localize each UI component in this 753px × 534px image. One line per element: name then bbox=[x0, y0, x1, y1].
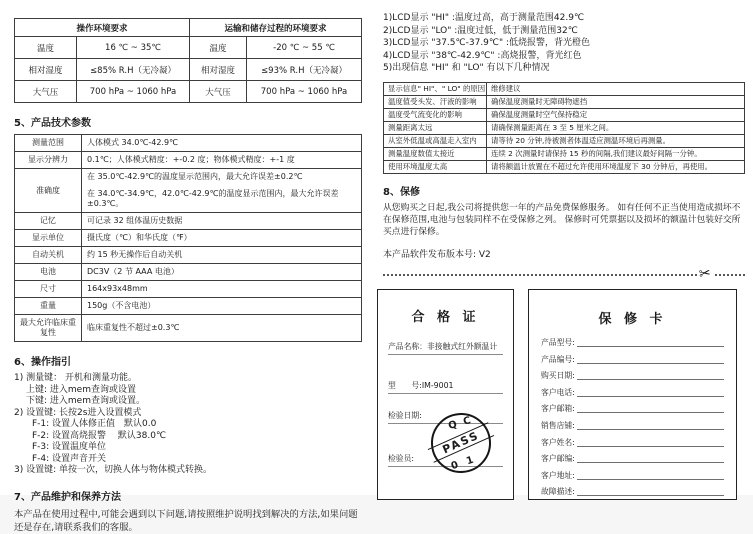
warranty-card bbox=[528, 289, 737, 500]
env-cell: 相对湿度 bbox=[190, 59, 247, 81]
param-value: 150g（不含电池） bbox=[82, 298, 362, 315]
instruction-line: 上键: 进入mem查询或设置 bbox=[26, 384, 136, 395]
field-label: 客户邮箱: bbox=[541, 404, 575, 414]
table-row bbox=[15, 59, 362, 81]
certificate-title: 合 格 证 bbox=[411, 309, 480, 325]
field-value: 非接触式红外额温计 bbox=[426, 341, 498, 351]
env-header-operating: 操作环境要求 bbox=[15, 19, 190, 37]
warranty-field-row bbox=[541, 453, 724, 463]
warranty-field-row bbox=[541, 420, 724, 430]
table-row bbox=[384, 134, 745, 147]
instruction-line: F-1: 设置人体修正值 默认0.0 bbox=[32, 419, 157, 429]
param-value: 人体模式 34.0℃-42.9℃ bbox=[82, 135, 362, 152]
blank-write-line bbox=[577, 387, 724, 397]
env-cell: 温度 bbox=[190, 37, 247, 59]
table-row bbox=[384, 147, 745, 160]
warranty-field-row bbox=[541, 403, 724, 413]
certificate-field-model bbox=[388, 381, 503, 394]
section7-heading: 7、产品维护和保养方法 bbox=[14, 491, 121, 503]
field-label: 型 号: bbox=[388, 380, 422, 390]
param-value: 可记录 32 组体温历史数据 bbox=[82, 213, 362, 230]
table-row bbox=[15, 264, 362, 281]
table-row bbox=[384, 160, 745, 173]
param-label: 测量范围 bbox=[15, 135, 82, 152]
warranty-field-row bbox=[541, 437, 724, 447]
trouble-cause: 测量距离太远 bbox=[384, 121, 487, 134]
instruction-line: F-3: 设置温度单位 bbox=[32, 442, 107, 452]
param-value bbox=[82, 169, 362, 213]
trouble-cause: 温度值受头发、汗液的影响 bbox=[384, 95, 487, 108]
trouble-advice: 请将额温计放置在不超过允许使用环境温度下 30 分钟后，再使用。 bbox=[487, 160, 745, 173]
table-row bbox=[15, 81, 362, 103]
table-row bbox=[384, 95, 745, 108]
blank-write-line bbox=[577, 420, 724, 430]
table-row bbox=[15, 135, 362, 152]
table-header-row bbox=[384, 82, 745, 95]
trouble-cause: 温度受气流变化的影响 bbox=[384, 108, 487, 121]
lcd-note-line: 5)出现信息 "HI" 和 "LO" 有以下几种情况 bbox=[383, 63, 550, 74]
operation-instructions-list bbox=[14, 373, 362, 477]
field-label: 故障描述: bbox=[541, 487, 575, 497]
env-cell: -20 ℃ ~ 55 ℃ bbox=[247, 37, 362, 59]
blank-write-line bbox=[577, 354, 724, 364]
env-cell: 16 ℃ ~ 35℃ bbox=[77, 37, 190, 59]
table-row bbox=[15, 298, 362, 315]
blank-write-line bbox=[577, 470, 724, 480]
section5-heading: 5、产品技术参数 bbox=[14, 118, 91, 129]
warranty-field-row bbox=[541, 337, 724, 347]
param-value: 临床重复性不超过±0.3℃ bbox=[82, 315, 362, 342]
accuracy-line-2: 在 34.0℃-34.9℃，42.0℃-42.9℃的温度显示范围内，最大允许误差±0.3℃。 bbox=[87, 189, 339, 208]
warranty-paragraph: 从您购买之日起,我公司将提供您一年的产品免费保修服务。 如有任何不正当使用造成损坏不在保修范围,电池与包装同样不在受保修之列。 保修时可凭票据以及损坏的额温计包装好交所买点进行保修。 bbox=[383, 202, 741, 237]
param-value: 摄氏度（℃）和华氏度（℉） bbox=[82, 230, 362, 247]
table-row bbox=[15, 230, 362, 247]
certificate-field-product-name bbox=[388, 342, 503, 355]
table-row bbox=[15, 213, 362, 230]
trouble-advice: 确保温度测量时无障碍物遮挡 bbox=[487, 95, 745, 108]
instruction-line: F-2: 设置高烧报警 默认38.0℃ bbox=[32, 430, 167, 441]
section6-heading: 6、操作指引 bbox=[14, 357, 71, 368]
warranty-title: 保 修 卡 bbox=[598, 311, 667, 327]
instruction-line: 3) 设置键: 单按一次，切换人体与物体模式转换。 bbox=[14, 465, 212, 475]
table-row bbox=[15, 37, 362, 59]
param-label: 重量 bbox=[15, 298, 82, 315]
param-label: 显示单位 bbox=[15, 230, 82, 247]
env-cell: 大气压 bbox=[190, 81, 247, 103]
field-label: 客户姓名: bbox=[541, 437, 575, 447]
trouble-cause: 使用环境温度太高 bbox=[384, 160, 487, 173]
trouble-cause: 测量温度数值太接近 bbox=[384, 147, 487, 160]
blank-write-line bbox=[577, 403, 724, 413]
troubleshooting-table bbox=[383, 82, 745, 174]
env-cell: ≤93% R.H（无冷凝） bbox=[247, 59, 362, 81]
warranty-field-row bbox=[541, 387, 724, 397]
param-label: 显示分辨力 bbox=[15, 152, 82, 169]
table-header-row bbox=[15, 19, 362, 37]
env-cell: ≤85% R.H（无冷凝） bbox=[77, 59, 190, 81]
field-label: 产品名称： bbox=[388, 341, 427, 351]
instruction-line: 下键: 进入mem查询或设置。 bbox=[26, 396, 145, 406]
lcd-note-line: 1)LCD显示 "HI" :温度过高，高于测量范围42.9℃ bbox=[383, 13, 585, 23]
lcd-note-line: 3)LCD显示 "37.5℃-37.9℃" :低烧报警，背光橙色 bbox=[383, 38, 591, 49]
stamp-pass-text: PASS bbox=[428, 422, 494, 463]
section7-paragraph: 本产品在使用过程中,可能会遇到以下问题,请按照维护说明找到解决的方法,如果问题还是存在,请联系我们的客服。 bbox=[14, 508, 358, 533]
software-version-line: 本产品软件发布版本号: V2 bbox=[383, 249, 491, 260]
env-cell: 大气压 bbox=[15, 81, 77, 103]
tech-params-table bbox=[14, 134, 362, 342]
param-label: 电池 bbox=[15, 264, 82, 281]
field-label: 检验日期: bbox=[388, 410, 422, 420]
field-label: 销售店铺: bbox=[541, 420, 575, 430]
cut-here-dotted-line bbox=[383, 265, 745, 283]
param-value: 约 15 秒无操作后自动关机 bbox=[82, 247, 362, 264]
field-label: 客户地址: bbox=[541, 470, 575, 480]
trouble-advice: 确保温度测量时空气保持稳定 bbox=[487, 108, 745, 121]
table-row bbox=[15, 169, 362, 213]
section8-heading: 8、保修 bbox=[383, 186, 420, 198]
trouble-advice: 连续 2 次测量时请保持 15 秒的间隔,我们建议最好间隔一分钟。 bbox=[487, 147, 745, 160]
trouble-advice: 请等待 20 分钟,待被测者体温适应测温环境后再测量。 bbox=[487, 134, 745, 147]
env-header-transport: 运输和储存过程的环境要求 bbox=[190, 19, 362, 37]
lcd-note-line: 4)LCD显示 "38℃-42.9℃" :高烧报警，背光红色 bbox=[383, 50, 582, 61]
field-label: 产品编号: bbox=[541, 354, 575, 364]
warranty-fields bbox=[541, 337, 724, 496]
manual-right-page bbox=[383, 12, 745, 500]
param-value: DC3V（2 节 AAA 电池） bbox=[82, 264, 362, 281]
manual-left-page bbox=[14, 18, 362, 534]
param-label: 记忆 bbox=[15, 213, 82, 230]
instruction-line: F-4: 设置声音开关 bbox=[32, 453, 107, 464]
warranty-field-row bbox=[541, 370, 724, 380]
param-label: 准确度 bbox=[15, 169, 82, 213]
scissors-icon: ✂ bbox=[698, 265, 713, 283]
table-row bbox=[15, 152, 362, 169]
stamp-number-text: 01 bbox=[449, 451, 484, 473]
field-label: 客户电话: bbox=[541, 387, 575, 397]
trouble-header-cause: 显示信息" HI"、" LO" 的原因 bbox=[384, 82, 487, 95]
warranty-field-row bbox=[541, 470, 724, 480]
param-label: 自动关机 bbox=[15, 247, 82, 264]
warranty-field-row bbox=[541, 354, 724, 364]
param-label: 尺寸 bbox=[15, 281, 82, 298]
env-cell: 相对湿度 bbox=[15, 59, 77, 81]
accuracy-line-1: 在 35.0℃-42.9℃的温度显示范围内，最大允许误差±0.2℃ bbox=[87, 172, 303, 181]
table-row bbox=[15, 247, 362, 264]
trouble-cause: 从室外低温或高温走入室内 bbox=[384, 134, 487, 147]
table-row bbox=[384, 121, 745, 134]
env-cell: 700 hPa ~ 1060 hPa bbox=[77, 81, 190, 103]
blank-write-line bbox=[577, 370, 724, 380]
trouble-header-advice: 维修建议 bbox=[487, 82, 745, 95]
trouble-advice: 请确保测量距离在 3 至 5 厘米之间。 bbox=[487, 121, 745, 134]
blank-write-line bbox=[577, 486, 724, 496]
env-cell: 700 hPa ~ 1060 hPa bbox=[247, 81, 362, 103]
table-row bbox=[15, 315, 362, 342]
table-row bbox=[15, 281, 362, 298]
field-label: 检验员: bbox=[388, 453, 415, 463]
param-value: 164x93x48mm bbox=[82, 281, 362, 298]
table-row bbox=[384, 108, 745, 121]
lcd-display-notes-list bbox=[383, 12, 745, 75]
blank-write-line bbox=[577, 453, 724, 463]
param-value: 0.1℃；人体模式精度：+-0.2 度；物体模式精度：+-1 度 bbox=[82, 152, 362, 169]
instruction-line: 1) 测量键： 开机和测量功能。 bbox=[14, 373, 137, 383]
warranty-field-row bbox=[541, 486, 724, 496]
blank-write-line bbox=[577, 337, 724, 347]
instruction-line: 2) 设置键: 长按2s进入设置模式 bbox=[14, 407, 142, 418]
lcd-note-line: 2)LCD显示 "LO" :温度过低，低于测量范围32℃ bbox=[383, 25, 578, 36]
blank-write-line bbox=[577, 437, 724, 447]
stamp-qc-text: QC bbox=[447, 413, 479, 432]
field-value: IM-9001 bbox=[421, 380, 454, 390]
field-label: 购买日期: bbox=[541, 371, 575, 381]
cards-row bbox=[377, 289, 737, 500]
field-label: 产品型号: bbox=[541, 337, 575, 347]
param-label: 最大允许临床重复性 bbox=[15, 315, 82, 342]
environment-requirements-table bbox=[14, 18, 362, 103]
certificate-card bbox=[377, 289, 514, 500]
env-cell: 温度 bbox=[15, 37, 77, 59]
field-label: 客户邮编: bbox=[541, 454, 575, 464]
